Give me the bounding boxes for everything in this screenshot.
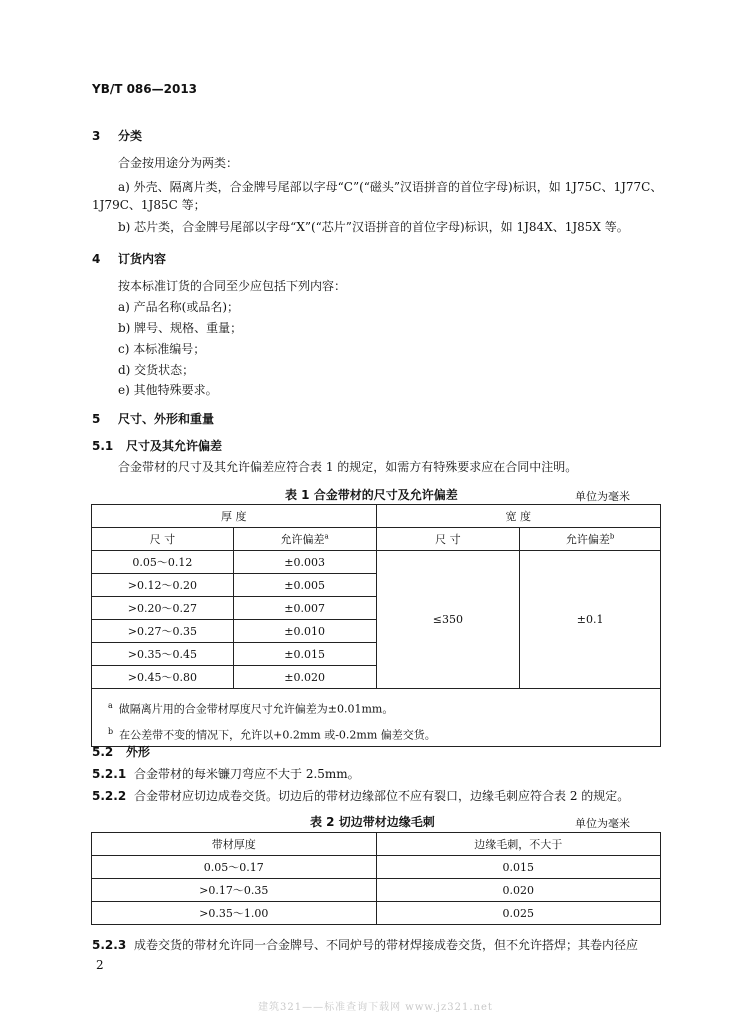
column-header-size: 尺 寸	[376, 528, 520, 551]
section-number: 4	[92, 252, 101, 266]
list-item: e) 其他特殊要求。	[118, 383, 218, 397]
cell-width-tolerance: ±0.1	[520, 551, 661, 689]
paragraph: 合金带材的尺寸及其允许偏差应符合表 1 的规定，如需方有特殊要求应在合同中注明。	[118, 460, 578, 474]
table-row	[92, 856, 661, 879]
cell-size: >0.45～0.80	[92, 666, 234, 689]
table-2-caption: 表 2 切边带材边缘毛刺	[310, 815, 435, 829]
table-row	[92, 902, 661, 925]
list-item: b) 牌号、规格、重量；	[118, 321, 243, 335]
paragraph: 合金按用途分为两类：	[118, 156, 239, 170]
section-title: 外形	[126, 745, 151, 759]
column-header-tolerance	[520, 528, 661, 551]
cell-tolerance: ±0.003	[233, 551, 376, 574]
watermark: 建筑321——标准查询下载网 www.jz321.net	[258, 1002, 493, 1013]
section-title: 尺寸、外形和重量	[118, 412, 215, 426]
list-item: b) 芯片类，合金牌号尾部以字母“X”(“芯片”汉语拼音的首位字母)标识，如 1J84X、1J85X 等。	[118, 220, 629, 234]
section-5-heading	[92, 410, 214, 427]
section-number: 5	[92, 412, 101, 426]
clause-text: 合金带材的每米镰刀弯应不大于 2.5mm。	[134, 767, 360, 781]
footnote-mark: a	[108, 701, 113, 710]
section-3-heading	[92, 127, 142, 144]
section-5-1-heading	[92, 437, 222, 454]
section-title: 订货内容	[118, 252, 167, 266]
clause-5-2-2	[92, 787, 629, 804]
clause-number: 5.2.3	[92, 938, 127, 952]
list-item: a) 产品名称(或品名)；	[118, 300, 240, 314]
table-footnote-row	[92, 689, 661, 747]
cell-burr: 0.020	[376, 879, 661, 902]
column-header-burr: 边缘毛刺，不大于	[376, 833, 661, 856]
cell-burr: 0.015	[376, 856, 661, 879]
section-5-2-heading	[92, 743, 150, 760]
cell-tolerance: ±0.010	[233, 620, 376, 643]
clause-text: 成卷交货的带材允许同一合金牌号、不同炉号的带材焊接成卷交货，但不允许搭焊；其卷内径应	[134, 938, 639, 952]
table-2-unit: 单位为毫米	[575, 817, 630, 830]
cell-tolerance: ±0.005	[233, 574, 376, 597]
table-row	[92, 551, 661, 574]
cell-size: >0.20～0.27	[92, 597, 234, 620]
column-header-size: 尺 寸	[92, 528, 234, 551]
footnote-b	[108, 721, 660, 747]
clause-5-2-3	[92, 936, 638, 953]
footnote-text: 在公差带不变的情况下，允许以+0.2mm 或-0.2mm 偏差交货。	[119, 728, 436, 742]
paragraph: 按本标准订货的合同至少应包括下列内容：	[118, 279, 347, 293]
footnote-mark: a	[324, 532, 329, 541]
table-1-caption: 表 1 合金带材的尺寸及允许偏差	[285, 488, 458, 502]
clause-number: 5.2.1	[92, 767, 127, 781]
cell-thickness: 0.05～0.17	[92, 856, 377, 879]
table-1-unit: 单位为毫米	[575, 490, 630, 503]
cell-tolerance: ±0.020	[233, 666, 376, 689]
page-number: 2	[96, 958, 104, 972]
group-header-width: 宽 度	[376, 505, 660, 528]
column-header-thickness: 带材厚度	[92, 833, 377, 856]
footnote-mark: b	[108, 726, 114, 736]
table-row	[92, 879, 661, 902]
table-2	[91, 832, 661, 925]
cell-tolerance: ±0.007	[233, 597, 376, 620]
standard-code: YB/T 086—2013	[92, 82, 198, 96]
table-footnotes	[92, 689, 661, 747]
footnote-a	[108, 695, 660, 721]
cell-thickness: >0.17～0.35	[92, 879, 377, 902]
header-text: 允许偏差	[565, 533, 610, 546]
cell-size: >0.12～0.20	[92, 574, 234, 597]
section-number: 5.2	[92, 745, 114, 759]
clause-number: 5.2.2	[92, 789, 127, 803]
header-text: 允许偏差	[280, 533, 325, 546]
clause-text: 合金带材应切边成卷交货。切边后的带材边缘部位不应有裂口，边缘毛刺应符合表 2 的规定。	[134, 789, 630, 803]
section-number: 5.1	[92, 439, 114, 453]
list-item: d) 交货状态；	[118, 363, 195, 377]
table-header-row	[92, 528, 661, 551]
table-header-row	[92, 833, 661, 856]
section-title: 尺寸及其允许偏差	[126, 439, 223, 453]
section-number: 3	[92, 129, 101, 143]
table-group-header-row	[92, 505, 661, 528]
group-header-thickness: 厚 度	[92, 505, 377, 528]
cell-size: >0.35～0.45	[92, 643, 234, 666]
cell-tolerance: ±0.015	[233, 643, 376, 666]
table-1	[91, 504, 661, 747]
clause-5-2-1	[92, 765, 360, 782]
cell-burr: 0.025	[376, 902, 661, 925]
cell-width-size: ≤350	[376, 551, 520, 689]
list-item-continued: 1J79C、1J85C 等；	[92, 198, 206, 212]
list-item: a) 外壳、隔离片类，合金牌号尾部以字母“C”(“磁头”汉语拼音的首位字母)标识，如 1J75C、1J77C、	[118, 180, 663, 194]
section-4-heading	[92, 250, 166, 267]
cell-size: >0.27～0.35	[92, 620, 234, 643]
footnote-text: 做隔离片用的合金带材厚度尺寸允许偏差为±0.01mm。	[118, 702, 394, 716]
cell-thickness: >0.35～1.00	[92, 902, 377, 925]
list-item: c) 本标准编号；	[118, 342, 206, 356]
section-title: 分类	[118, 129, 143, 143]
column-header-tolerance	[233, 528, 376, 551]
cell-size: 0.05～0.12	[92, 551, 234, 574]
footnote-mark: b	[609, 532, 615, 541]
